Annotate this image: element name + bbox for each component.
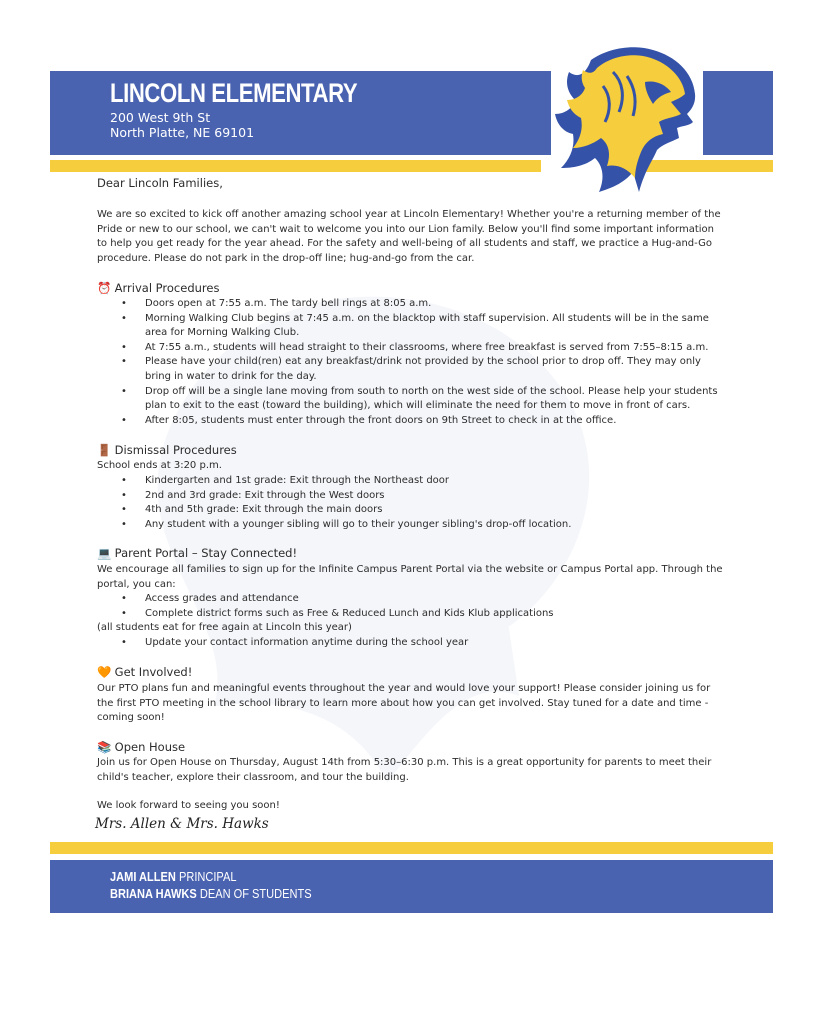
dismissal-heading: 🚪 Dismissal Procedures: [97, 443, 237, 457]
openhouse-text: Join us for Open House on Thursday, August 14th from 5:30–6:30 p.m. This is a great opportunity for parents to meet their child's teacher, explore their classroom, and tour the building.: [97, 757, 712, 783]
portal-note: (all students eat for free again at Lincoln this year): [97, 622, 352, 633]
heart-icon: 🧡: [97, 665, 112, 679]
list-item: • Any student with a younger sibling will go to their younger sibling's drop-off location.: [97, 518, 727, 533]
arrival-heading: ⏰ Arrival Procedures: [97, 281, 220, 295]
dismissal-list: [97, 474, 727, 532]
portal-heading: 💻 Parent Portal – Stay Connected!: [97, 546, 298, 560]
footer-gold-stripe: [50, 842, 773, 854]
alarm-clock-icon: ⏰: [97, 281, 112, 295]
books-icon: 📚: [97, 740, 112, 754]
list-item: • Access grades and attendance: [97, 592, 727, 607]
staff-principal: JAMI ALLEN PRINCIPAL: [110, 869, 237, 884]
list-item: • At 7:55 a.m., students will head straight to their classrooms, where free breakfast is served from 7:55–8:15 a.m.: [97, 341, 727, 356]
list-item: • Please have your child(ren) eat any breakfast/drink not provided by the school prior to drop off. They may only bring in water to drink for the day.: [97, 355, 727, 384]
greeting: Dear Lincoln Families,: [97, 176, 223, 190]
list-item: • Update your contact information anytime during the school year: [97, 636, 727, 651]
signature: Mrs. Allen & Mrs. Hawks: [95, 816, 269, 832]
list-item: • Kindergarten and 1st grade: Exit through the Northeast door: [97, 474, 727, 489]
door-icon: 🚪: [97, 443, 112, 457]
dismissal-intro: School ends at 3:20 p.m.: [97, 460, 222, 471]
closing: We look forward to seeing you soon!: [97, 800, 280, 811]
portal-intro: We encourage all families to sign up for the Infinite Campus Parent Portal via the website or Campus Portal app. Through the portal, you can:: [97, 564, 723, 590]
list-item: • Morning Walking Club begins at 7:45 a.m. on the blacktop with staff supervision. All students will be in the same area for Morning Walking Club.: [97, 312, 727, 341]
school-name: LINCOLN ELEMENTARY: [110, 78, 358, 108]
address-line-1: 200 West 9th St: [110, 110, 211, 125]
address-line-2: North Platte, NE 69101: [110, 125, 255, 140]
list-item: • Doors open at 7:55 a.m. The tardy bell rings at 8:05 a.m.: [97, 297, 727, 312]
portal-list-a: [97, 592, 727, 621]
involved-text: Our PTO plans fun and meaningful events throughout the year and would love your support! Please consider joining us for the first PTO meeting in the school library to learn more about how you can get involved. Stay tuned for a date and time - coming soon!: [97, 683, 711, 724]
list-item: • Drop off will be a single lane moving from south to north on the west side of the school. Please help your students plan to exit to the east (toward the building), which will eliminate the need for them to move in front of cars.: [97, 385, 727, 414]
list-item: • 2nd and 3rd grade: Exit through the West doors: [97, 489, 727, 504]
laptop-icon: 💻: [97, 546, 112, 560]
portal-list-b: [97, 636, 727, 651]
openhouse-heading: 📚 Open House: [97, 740, 186, 754]
list-item: • Complete district forms such as Free & Reduced Lunch and Kids Klub applications: [97, 607, 727, 622]
list-item: • 4th and 5th grade: Exit through the main doors: [97, 503, 727, 518]
intro-paragraph: We are so excited to kick off another amazing school year at Lincoln Elementary! Whether you're a returning member of the Pride or new to our school, we can't wait to welcome you into our Lion family. Below you'll find some important information to help you get ready for the year ahead. For the safety and well-being of all students and staff, we practice a Hug-and-Go procedure. Please do not park in the drop-off line; hug-and-go from the car.: [97, 209, 721, 264]
staff-dean: BRIANA HAWKS DEAN OF STUDENTS: [110, 886, 312, 901]
list-item: • After 8:05, students must enter through the front doors on 9th Street to check in at the office.: [97, 414, 727, 429]
involved-heading: 🧡 Get Involved!: [97, 665, 193, 679]
arrival-list: [97, 297, 727, 428]
